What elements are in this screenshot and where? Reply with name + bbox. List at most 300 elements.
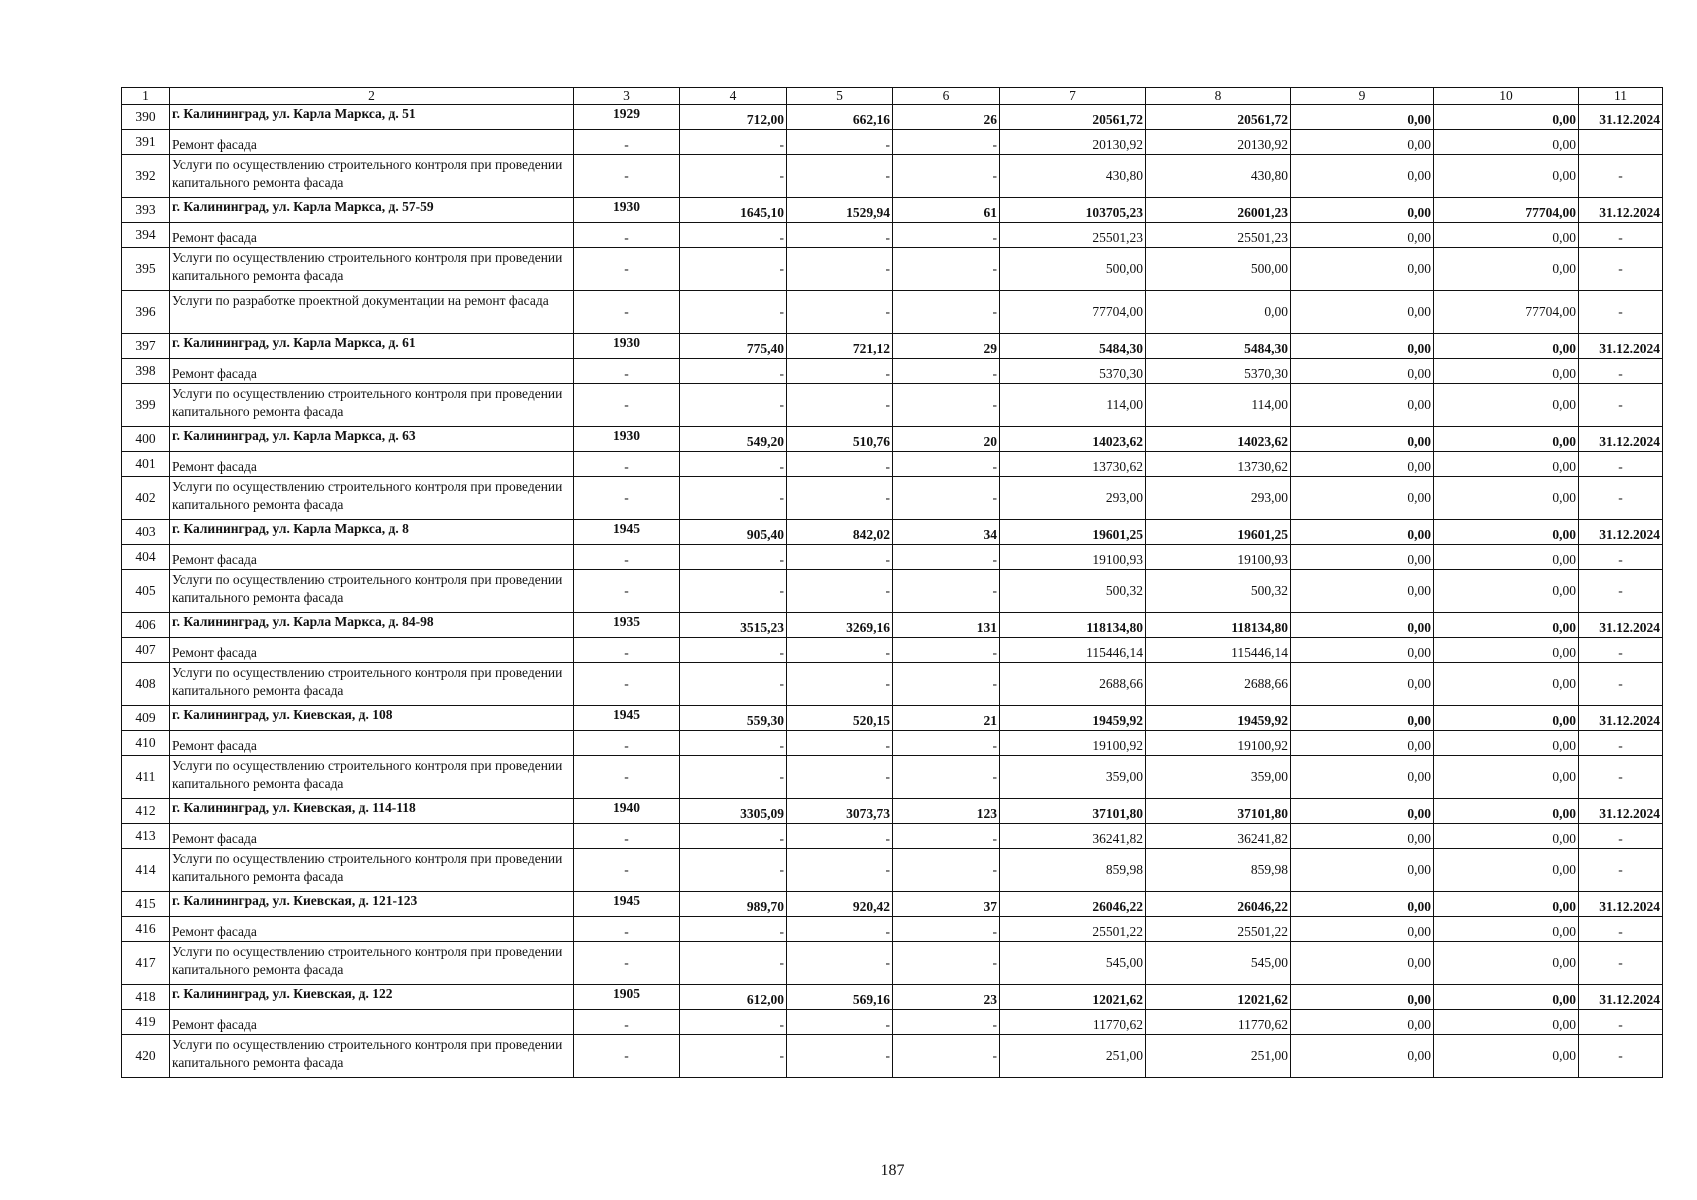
- col-10-cell: 0,00: [1434, 105, 1579, 130]
- col-7-cell: 25501,23: [1000, 223, 1146, 248]
- col-9-cell: 0,00: [1291, 384, 1434, 427]
- row-number-cell: 399: [122, 384, 170, 427]
- row-number-cell: 397: [122, 334, 170, 359]
- col-9-cell: 0,00: [1291, 731, 1434, 756]
- row-number-cell: 406: [122, 613, 170, 638]
- col-9-cell: 0,00: [1291, 359, 1434, 384]
- build-year-cell: -: [574, 291, 680, 334]
- build-year-cell: -: [574, 570, 680, 613]
- col-10-cell: 77704,00: [1434, 291, 1579, 334]
- col-8-cell: 19100,93: [1146, 545, 1291, 570]
- col-4-cell: 905,40: [680, 520, 787, 545]
- service-row: [122, 849, 1663, 892]
- deadline-cell: -: [1579, 359, 1663, 384]
- deadline-cell: 31.12.2024: [1579, 198, 1663, 223]
- build-year-cell: 1930: [574, 427, 680, 452]
- build-year-cell: -: [574, 384, 680, 427]
- col-6-cell: 37: [893, 892, 1000, 917]
- col-10-cell: 0,00: [1434, 452, 1579, 477]
- col-5-cell: -: [787, 155, 893, 198]
- col-5-cell: -: [787, 824, 893, 849]
- col-9-cell: 0,00: [1291, 427, 1434, 452]
- col-7-cell: 118134,80: [1000, 613, 1146, 638]
- build-year-cell: -: [574, 359, 680, 384]
- item-name-cell: Услуги по осуществлению строительного контроля при проведении капитального ремонта фасада: [170, 849, 574, 892]
- deadline-cell: [1579, 130, 1663, 155]
- col-6-cell: 26: [893, 105, 1000, 130]
- col-4-cell: -: [680, 731, 787, 756]
- col-7-cell: 20130,92: [1000, 130, 1146, 155]
- col-5-cell: -: [787, 942, 893, 985]
- col-5-cell: -: [787, 1035, 893, 1078]
- col-10-cell: 0,00: [1434, 985, 1579, 1010]
- house-row: [122, 334, 1663, 359]
- work-row: [122, 130, 1663, 155]
- col-6-cell: 29: [893, 334, 1000, 359]
- work-row: [122, 545, 1663, 570]
- col-10-cell: 0,00: [1434, 545, 1579, 570]
- col-4-cell: -: [680, 359, 787, 384]
- row-number-cell: 402: [122, 477, 170, 520]
- col-7-cell: 19459,92: [1000, 706, 1146, 731]
- col-7-cell: 19100,93: [1000, 545, 1146, 570]
- row-number-cell: 393: [122, 198, 170, 223]
- deadline-cell: -: [1579, 731, 1663, 756]
- col-6-cell: -: [893, 477, 1000, 520]
- col-10-cell: 0,00: [1434, 892, 1579, 917]
- col-10-cell: 0,00: [1434, 359, 1579, 384]
- col-4-cell: -: [680, 942, 787, 985]
- column-number-header-row: [122, 88, 1663, 105]
- col-7-cell: 13730,62: [1000, 452, 1146, 477]
- col-6-cell: -: [893, 824, 1000, 849]
- row-number-cell: 414: [122, 849, 170, 892]
- col-9-cell: 0,00: [1291, 545, 1434, 570]
- column-number-header: 11: [1579, 88, 1663, 105]
- row-number-cell: 415: [122, 892, 170, 917]
- build-year-cell: -: [574, 452, 680, 477]
- col-7-cell: 5484,30: [1000, 334, 1146, 359]
- col-7-cell: 430,80: [1000, 155, 1146, 198]
- col-4-cell: -: [680, 638, 787, 663]
- work-row: [122, 223, 1663, 248]
- item-name-cell: Услуги по осуществлению строительного контроля при проведении капитального ремонта фасада: [170, 756, 574, 799]
- col-6-cell: 61: [893, 198, 1000, 223]
- col-5-cell: 3073,73: [787, 799, 893, 824]
- col-8-cell: 545,00: [1146, 942, 1291, 985]
- col-4-cell: 3305,09: [680, 799, 787, 824]
- col-9-cell: 0,00: [1291, 892, 1434, 917]
- col-4-cell: 775,40: [680, 334, 787, 359]
- item-name-cell: Ремонт фасада: [170, 731, 574, 756]
- col-10-cell: 0,00: [1434, 638, 1579, 663]
- item-name-cell: Ремонт фасада: [170, 223, 574, 248]
- col-7-cell: 103705,23: [1000, 198, 1146, 223]
- build-year-cell: -: [574, 824, 680, 849]
- col-9-cell: 0,00: [1291, 155, 1434, 198]
- col-4-cell: -: [680, 917, 787, 942]
- col-8-cell: 26001,23: [1146, 198, 1291, 223]
- col-9-cell: 0,00: [1291, 130, 1434, 155]
- col-6-cell: -: [893, 248, 1000, 291]
- col-8-cell: 25501,23: [1146, 223, 1291, 248]
- col-5-cell: -: [787, 130, 893, 155]
- item-name-cell: Ремонт фасада: [170, 130, 574, 155]
- deadline-cell: -: [1579, 545, 1663, 570]
- item-name-cell: г. Калининград, ул. Карла Маркса, д. 57-59: [170, 198, 574, 223]
- house-row: [122, 427, 1663, 452]
- col-5-cell: 842,02: [787, 520, 893, 545]
- col-10-cell: 0,00: [1434, 706, 1579, 731]
- col-7-cell: 545,00: [1000, 942, 1146, 985]
- col-6-cell: -: [893, 849, 1000, 892]
- col-7-cell: 251,00: [1000, 1035, 1146, 1078]
- deadline-cell: -: [1579, 824, 1663, 849]
- col-9-cell: 0,00: [1291, 1010, 1434, 1035]
- row-number-cell: 396: [122, 291, 170, 334]
- col-7-cell: 115446,14: [1000, 638, 1146, 663]
- deadline-cell: -: [1579, 477, 1663, 520]
- house-row: [122, 613, 1663, 638]
- col-8-cell: 859,98: [1146, 849, 1291, 892]
- col-8-cell: 26046,22: [1146, 892, 1291, 917]
- item-name-cell: г. Калининград, ул. Карла Маркса, д. 51: [170, 105, 574, 130]
- house-row: [122, 520, 1663, 545]
- build-year-cell: 1930: [574, 198, 680, 223]
- col-7-cell: 77704,00: [1000, 291, 1146, 334]
- house-row: [122, 105, 1663, 130]
- col-4-cell: 3515,23: [680, 613, 787, 638]
- col-10-cell: 0,00: [1434, 248, 1579, 291]
- col-5-cell: -: [787, 545, 893, 570]
- col-5-cell: 510,76: [787, 427, 893, 452]
- item-name-cell: Ремонт фасада: [170, 917, 574, 942]
- col-5-cell: -: [787, 452, 893, 477]
- col-7-cell: 36241,82: [1000, 824, 1146, 849]
- work-row: [122, 452, 1663, 477]
- build-year-cell: 1945: [574, 706, 680, 731]
- item-name-cell: г. Калининград, ул. Киевская, д. 114-118: [170, 799, 574, 824]
- deadline-cell: -: [1579, 638, 1663, 663]
- col-4-cell: 549,20: [680, 427, 787, 452]
- row-number-cell: 394: [122, 223, 170, 248]
- col-9-cell: 0,00: [1291, 198, 1434, 223]
- col-5-cell: -: [787, 663, 893, 706]
- page-number: 187: [880, 1162, 905, 1179]
- col-9-cell: 0,00: [1291, 570, 1434, 613]
- col-10-cell: 0,00: [1434, 731, 1579, 756]
- deadline-cell: 31.12.2024: [1579, 334, 1663, 359]
- col-7-cell: 2688,66: [1000, 663, 1146, 706]
- col-6-cell: -: [893, 1010, 1000, 1035]
- col-6-cell: 34: [893, 520, 1000, 545]
- col-4-cell: -: [680, 384, 787, 427]
- col-4-cell: -: [680, 849, 787, 892]
- col-9-cell: 0,00: [1291, 824, 1434, 849]
- col-6-cell: 20: [893, 427, 1000, 452]
- row-number-cell: 391: [122, 130, 170, 155]
- col-8-cell: 5370,30: [1146, 359, 1291, 384]
- col-4-cell: -: [680, 477, 787, 520]
- build-year-cell: -: [574, 1010, 680, 1035]
- deadline-cell: -: [1579, 663, 1663, 706]
- deadline-cell: -: [1579, 942, 1663, 985]
- column-number-header: 6: [893, 88, 1000, 105]
- deadline-cell: -: [1579, 1010, 1663, 1035]
- col-6-cell: -: [893, 638, 1000, 663]
- col-5-cell: 3269,16: [787, 613, 893, 638]
- service-row: [122, 291, 1663, 334]
- col-5-cell: -: [787, 384, 893, 427]
- col-7-cell: 500,00: [1000, 248, 1146, 291]
- build-year-cell: -: [574, 638, 680, 663]
- col-5-cell: 920,42: [787, 892, 893, 917]
- col-7-cell: 5370,30: [1000, 359, 1146, 384]
- row-number-cell: 411: [122, 756, 170, 799]
- item-name-cell: Ремонт фасада: [170, 1010, 574, 1035]
- item-name-cell: Услуги по осуществлению строительного контроля при проведении капитального ремонта фасада: [170, 942, 574, 985]
- col-7-cell: 26046,22: [1000, 892, 1146, 917]
- column-number-header: 7: [1000, 88, 1146, 105]
- item-name-cell: Услуги по осуществлению строительного контроля при проведении капитального ремонта фасада: [170, 570, 574, 613]
- row-number-cell: 401: [122, 452, 170, 477]
- item-name-cell: г. Калининград, ул. Карла Маркса, д. 84-98: [170, 613, 574, 638]
- build-year-cell: -: [574, 756, 680, 799]
- work-row: [122, 359, 1663, 384]
- col-9-cell: 0,00: [1291, 799, 1434, 824]
- col-8-cell: 251,00: [1146, 1035, 1291, 1078]
- col-10-cell: 0,00: [1434, 427, 1579, 452]
- col-7-cell: 12021,62: [1000, 985, 1146, 1010]
- col-6-cell: -: [893, 663, 1000, 706]
- column-number-header: 10: [1434, 88, 1579, 105]
- col-8-cell: 13730,62: [1146, 452, 1291, 477]
- col-9-cell: 0,00: [1291, 849, 1434, 892]
- col-8-cell: 359,00: [1146, 756, 1291, 799]
- deadline-cell: -: [1579, 849, 1663, 892]
- col-10-cell: 0,00: [1434, 799, 1579, 824]
- build-year-cell: -: [574, 942, 680, 985]
- service-row: [122, 570, 1663, 613]
- col-8-cell: 500,00: [1146, 248, 1291, 291]
- col-5-cell: -: [787, 223, 893, 248]
- col-6-cell: -: [893, 155, 1000, 198]
- col-9-cell: 0,00: [1291, 105, 1434, 130]
- col-6-cell: -: [893, 359, 1000, 384]
- col-9-cell: 0,00: [1291, 706, 1434, 731]
- col-4-cell: -: [680, 570, 787, 613]
- col-8-cell: 2688,66: [1146, 663, 1291, 706]
- build-year-cell: -: [574, 477, 680, 520]
- row-number-cell: 420: [122, 1035, 170, 1078]
- build-year-cell: -: [574, 1035, 680, 1078]
- col-5-cell: -: [787, 849, 893, 892]
- col-6-cell: -: [893, 291, 1000, 334]
- col-8-cell: 14023,62: [1146, 427, 1291, 452]
- col-10-cell: 0,00: [1434, 663, 1579, 706]
- col-10-cell: 0,00: [1434, 334, 1579, 359]
- col-5-cell: -: [787, 359, 893, 384]
- row-number-cell: 410: [122, 731, 170, 756]
- build-year-cell: -: [574, 545, 680, 570]
- col-7-cell: 25501,22: [1000, 917, 1146, 942]
- col-6-cell: 131: [893, 613, 1000, 638]
- col-5-cell: -: [787, 638, 893, 663]
- service-row: [122, 1035, 1663, 1078]
- row-number-cell: 409: [122, 706, 170, 731]
- col-5-cell: -: [787, 917, 893, 942]
- col-4-cell: -: [680, 155, 787, 198]
- row-number-cell: 405: [122, 570, 170, 613]
- col-4-cell: 712,00: [680, 105, 787, 130]
- service-row: [122, 155, 1663, 198]
- build-year-cell: 1935: [574, 613, 680, 638]
- house-row: [122, 706, 1663, 731]
- item-name-cell: г. Калининград, ул. Киевская, д. 121-123: [170, 892, 574, 917]
- col-5-cell: -: [787, 570, 893, 613]
- col-10-cell: 0,00: [1434, 1035, 1579, 1078]
- col-4-cell: -: [680, 824, 787, 849]
- col-6-cell: -: [893, 452, 1000, 477]
- col-4-cell: -: [680, 291, 787, 334]
- column-number-header: 8: [1146, 88, 1291, 105]
- col-6-cell: -: [893, 1035, 1000, 1078]
- col-7-cell: 359,00: [1000, 756, 1146, 799]
- item-name-cell: Ремонт фасада: [170, 638, 574, 663]
- col-9-cell: 0,00: [1291, 334, 1434, 359]
- build-year-cell: 1940: [574, 799, 680, 824]
- col-6-cell: -: [893, 942, 1000, 985]
- build-year-cell: -: [574, 223, 680, 248]
- col-6-cell: -: [893, 545, 1000, 570]
- col-7-cell: 500,32: [1000, 570, 1146, 613]
- item-name-cell: Ремонт фасада: [170, 359, 574, 384]
- col-4-cell: 989,70: [680, 892, 787, 917]
- item-name-cell: Услуги по осуществлению строительного контроля при проведении капитального ремонта фасада: [170, 155, 574, 198]
- col-9-cell: 0,00: [1291, 638, 1434, 663]
- column-number-header: 2: [170, 88, 574, 105]
- deadline-cell: 31.12.2024: [1579, 892, 1663, 917]
- col-7-cell: 19100,92: [1000, 731, 1146, 756]
- work-row: [122, 824, 1663, 849]
- col-6-cell: -: [893, 384, 1000, 427]
- deadline-cell: -: [1579, 223, 1663, 248]
- repair-schedule-table: [121, 87, 1663, 1078]
- col-8-cell: 11770,62: [1146, 1010, 1291, 1035]
- item-name-cell: г. Калининград, ул. Киевская, д. 122: [170, 985, 574, 1010]
- deadline-cell: -: [1579, 155, 1663, 198]
- col-8-cell: 19459,92: [1146, 706, 1291, 731]
- item-name-cell: г. Калининград, ул. Карла Маркса, д. 61: [170, 334, 574, 359]
- col-10-cell: 77704,00: [1434, 198, 1579, 223]
- service-row: [122, 942, 1663, 985]
- col-7-cell: 14023,62: [1000, 427, 1146, 452]
- col-9-cell: 0,00: [1291, 756, 1434, 799]
- col-4-cell: -: [680, 663, 787, 706]
- build-year-cell: -: [574, 849, 680, 892]
- build-year-cell: 1930: [574, 334, 680, 359]
- col-5-cell: 721,12: [787, 334, 893, 359]
- col-8-cell: 12021,62: [1146, 985, 1291, 1010]
- col-9-cell: 0,00: [1291, 248, 1434, 291]
- deadline-cell: -: [1579, 756, 1663, 799]
- col-8-cell: 25501,22: [1146, 917, 1291, 942]
- house-row: [122, 892, 1663, 917]
- service-row: [122, 384, 1663, 427]
- col-10-cell: 0,00: [1434, 917, 1579, 942]
- row-number-cell: 403: [122, 520, 170, 545]
- col-5-cell: 1529,94: [787, 198, 893, 223]
- col-10-cell: 0,00: [1434, 223, 1579, 248]
- build-year-cell: 1929: [574, 105, 680, 130]
- deadline-cell: -: [1579, 291, 1663, 334]
- col-8-cell: 0,00: [1146, 291, 1291, 334]
- col-6-cell: -: [893, 731, 1000, 756]
- row-number-cell: 395: [122, 248, 170, 291]
- deadline-cell: -: [1579, 1035, 1663, 1078]
- col-6-cell: 23: [893, 985, 1000, 1010]
- item-name-cell: г. Калининград, ул. Карла Маркса, д. 8: [170, 520, 574, 545]
- col-9-cell: 0,00: [1291, 291, 1434, 334]
- col-8-cell: 500,32: [1146, 570, 1291, 613]
- build-year-cell: 1945: [574, 520, 680, 545]
- build-year-cell: 1905: [574, 985, 680, 1010]
- item-name-cell: Ремонт фасада: [170, 545, 574, 570]
- col-10-cell: 0,00: [1434, 1010, 1579, 1035]
- row-number-cell: 416: [122, 917, 170, 942]
- col-6-cell: -: [893, 223, 1000, 248]
- deadline-cell: -: [1579, 452, 1663, 477]
- build-year-cell: -: [574, 731, 680, 756]
- col-4-cell: 559,30: [680, 706, 787, 731]
- col-4-cell: -: [680, 1035, 787, 1078]
- col-8-cell: 118134,80: [1146, 613, 1291, 638]
- deadline-cell: 31.12.2024: [1579, 613, 1663, 638]
- col-4-cell: -: [680, 452, 787, 477]
- col-7-cell: 11770,62: [1000, 1010, 1146, 1035]
- col-7-cell: 114,00: [1000, 384, 1146, 427]
- deadline-cell: -: [1579, 570, 1663, 613]
- build-year-cell: -: [574, 130, 680, 155]
- deadline-cell: 31.12.2024: [1579, 706, 1663, 731]
- column-number-header: 1: [122, 88, 170, 105]
- row-number-cell: 413: [122, 824, 170, 849]
- col-6-cell: -: [893, 130, 1000, 155]
- col-10-cell: 0,00: [1434, 570, 1579, 613]
- deadline-cell: 31.12.2024: [1579, 985, 1663, 1010]
- col-8-cell: 19100,92: [1146, 731, 1291, 756]
- col-9-cell: 0,00: [1291, 613, 1434, 638]
- service-row: [122, 477, 1663, 520]
- col-8-cell: 430,80: [1146, 155, 1291, 198]
- col-9-cell: 0,00: [1291, 1035, 1434, 1078]
- deadline-cell: 31.12.2024: [1579, 427, 1663, 452]
- col-9-cell: 0,00: [1291, 985, 1434, 1010]
- service-row: [122, 756, 1663, 799]
- col-10-cell: 0,00: [1434, 130, 1579, 155]
- deadline-cell: -: [1579, 384, 1663, 427]
- col-8-cell: 114,00: [1146, 384, 1291, 427]
- col-9-cell: 0,00: [1291, 663, 1434, 706]
- col-4-cell: -: [680, 130, 787, 155]
- item-name-cell: Ремонт фасада: [170, 824, 574, 849]
- deadline-cell: 31.12.2024: [1579, 520, 1663, 545]
- row-number-cell: 400: [122, 427, 170, 452]
- col-8-cell: 36241,82: [1146, 824, 1291, 849]
- col-4-cell: 1645,10: [680, 198, 787, 223]
- column-number-header: 3: [574, 88, 680, 105]
- col-10-cell: 0,00: [1434, 477, 1579, 520]
